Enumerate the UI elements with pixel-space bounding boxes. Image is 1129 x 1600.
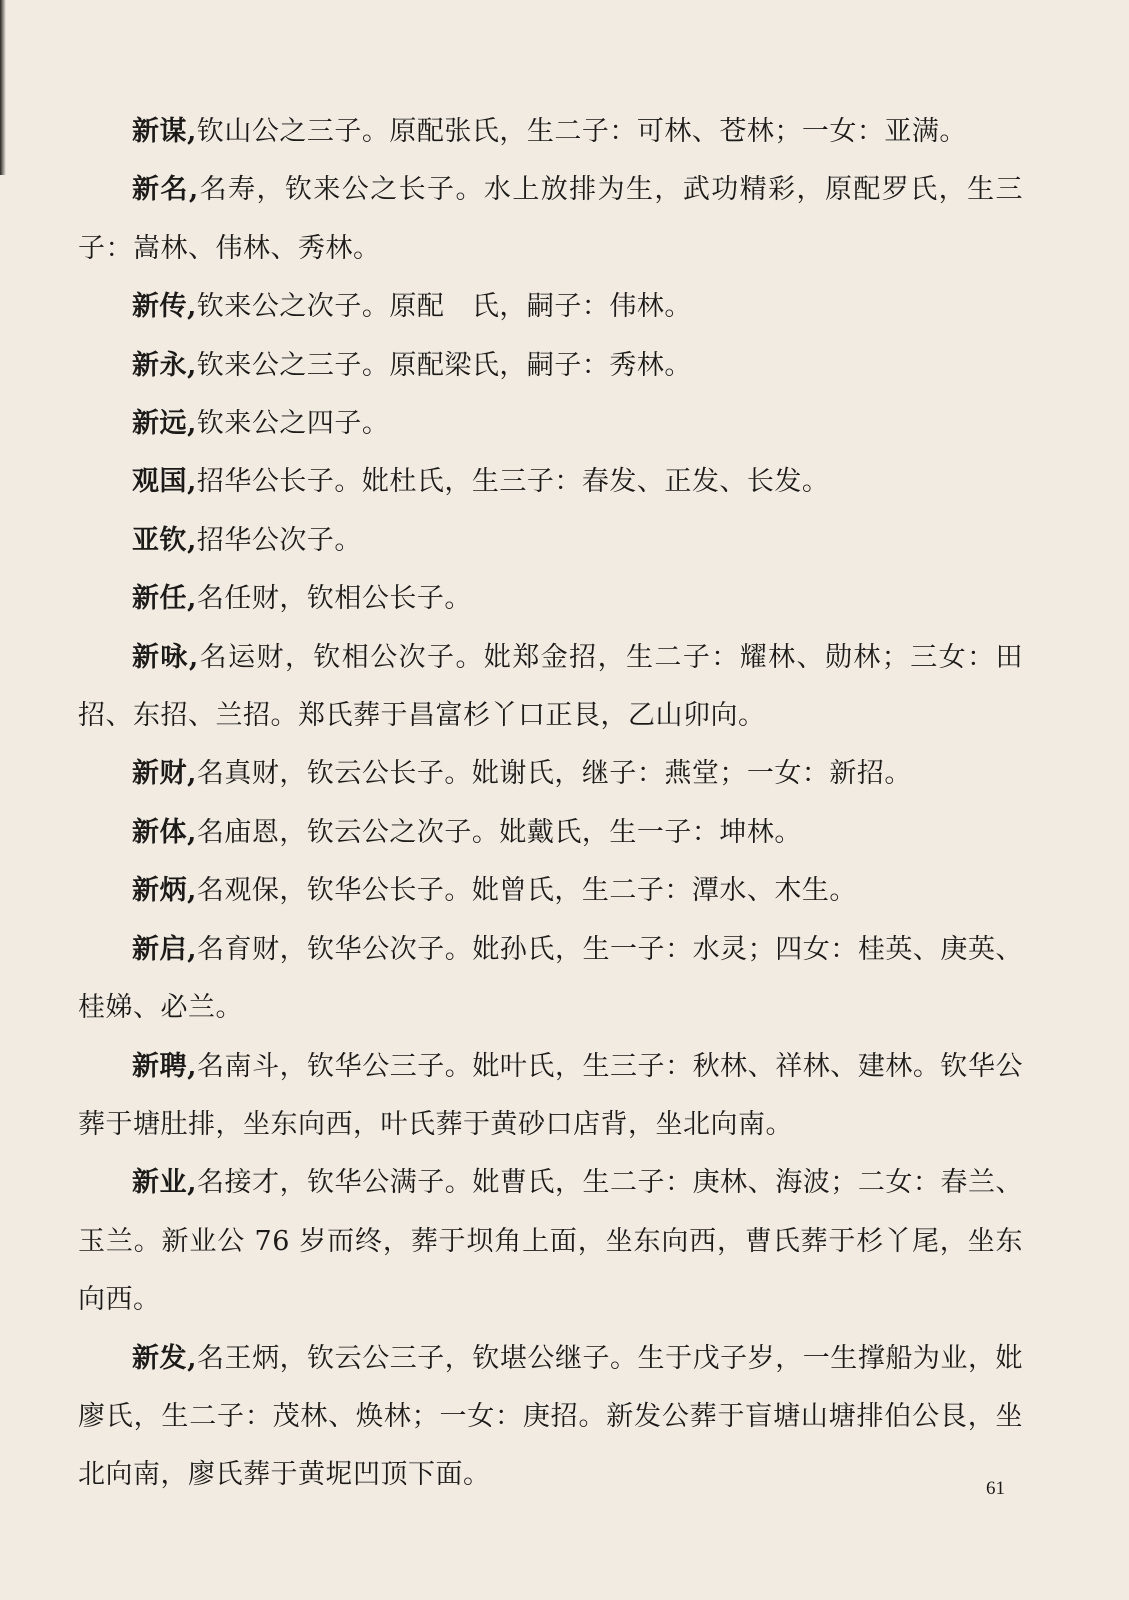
entry-name: 新业, [132,1167,197,1199]
entry-guanguo [78,453,1023,511]
entry-name: 新炳, [132,875,197,907]
entry-text: 名接才，钦华公满子。妣曹氏，生二子：庚林、海波；二女：春兰、玉兰。新业公 76 岁而终，葬于坝角上面，坐东向西，曹氏葬于杉丫尾，坐东向西。 [78,1167,1023,1316]
entry-xinyong [78,337,1023,395]
entry-name: 亚钦, [132,524,197,556]
entry-name: 新财, [132,758,197,790]
entry-xinyong2 [78,629,1023,746]
entry-text: 招华公长子。妣杜氏，生三子：春发、正发、长发。 [196,466,830,498]
entry-text: 招华公次子。 [196,524,362,556]
entry-text: 钦来公之三子。原配梁氏，嗣子：秀林。 [196,349,692,381]
entry-name: 新咏, [132,641,199,673]
entry-text: 名育财，钦华公次子。妣孙氏，生一子：水灵；四女：桂英、庚英、桂娣、必兰。 [78,933,1023,1024]
entry-text: 名庙恩，钦云公之次子。妣戴氏，生一子：坤林。 [196,816,802,848]
entry-name: 观国, [132,466,197,498]
entry-name: 新谋, [132,116,197,147]
entry-name: 新聘, [132,1050,197,1082]
entry-xincai [78,745,1023,803]
entry-xinpin [78,1038,1023,1155]
entry-text: 名真财，钦云公长子。妣谢氏，继子：燕堂；一女：新招。 [196,758,912,790]
entry-xinti [78,804,1023,862]
entry-xinfa [78,1330,1023,1505]
entry-text: 名观保，钦华公长子。妣曾氏，生二子：潭水、木生。 [196,875,857,907]
entry-xinchuan [78,278,1023,336]
entry-text: 名运财，钦相公次子。妣郑金招，生二子：耀林、勋林；三女：田招、东招、兰招。郑氏葬于昌富杉丫口正艮，乙山卯向。 [78,641,1023,732]
entry-text: 钦来公之四子。 [196,408,390,440]
entry-xinqi [78,921,1023,1038]
entry-name: 新体, [132,816,197,848]
entry-name: 新传, [132,291,197,323]
entry-text: 名寿，钦来公之长子。水上放排为生，武功精彩，原配罗氏，生三子：嵩林、伟林、秀林。 [78,174,1023,264]
entry-xinmou [78,103,1023,161]
entry-name: 新远, [132,408,197,440]
entry-xinyuan [78,395,1023,453]
entry-xinren [78,570,1023,628]
entry-text: 名王炳，钦云公三子，钦堪公继子。生于戊子岁，一生撑船为业，妣廖氏，生二子：茂林、焕林；一女：庚招。新发公葬于盲塘山塘排伯公艮，坐北向南，廖氏葬于黄坭凹顶下面。 [78,1342,1023,1491]
entry-xinye [78,1154,1023,1329]
entry-text: 名任财，钦相公长子。 [196,583,472,615]
entry-text: 名南斗，钦华公三子。妣叶氏，生三子：秋林、祥林、建林。钦华公葬于塘肚排，坐东向西，叶氏葬于黄砂口店背，坐北向南。 [78,1050,1023,1140]
entry-name: 新永, [132,349,197,381]
entry-xinming [78,161,1023,278]
entry-text: 钦山公之三子。原配张氏，生二子：可林、苍林；一女：亚满。 [196,116,967,147]
entry-xinbing [78,862,1023,920]
entry-yaqin [78,512,1023,570]
entry-text: 钦来公之次子。原配 氏，嗣子：伟林。 [196,291,692,323]
genealogy-text [78,103,1023,1505]
entry-name: 新发, [132,1342,197,1374]
entry-name: 新名, [132,174,199,206]
page-number: 61 [986,1478,1005,1499]
entry-name: 新任, [132,583,197,615]
page-binding-edge [0,0,6,175]
entry-name: 新启, [132,933,197,965]
